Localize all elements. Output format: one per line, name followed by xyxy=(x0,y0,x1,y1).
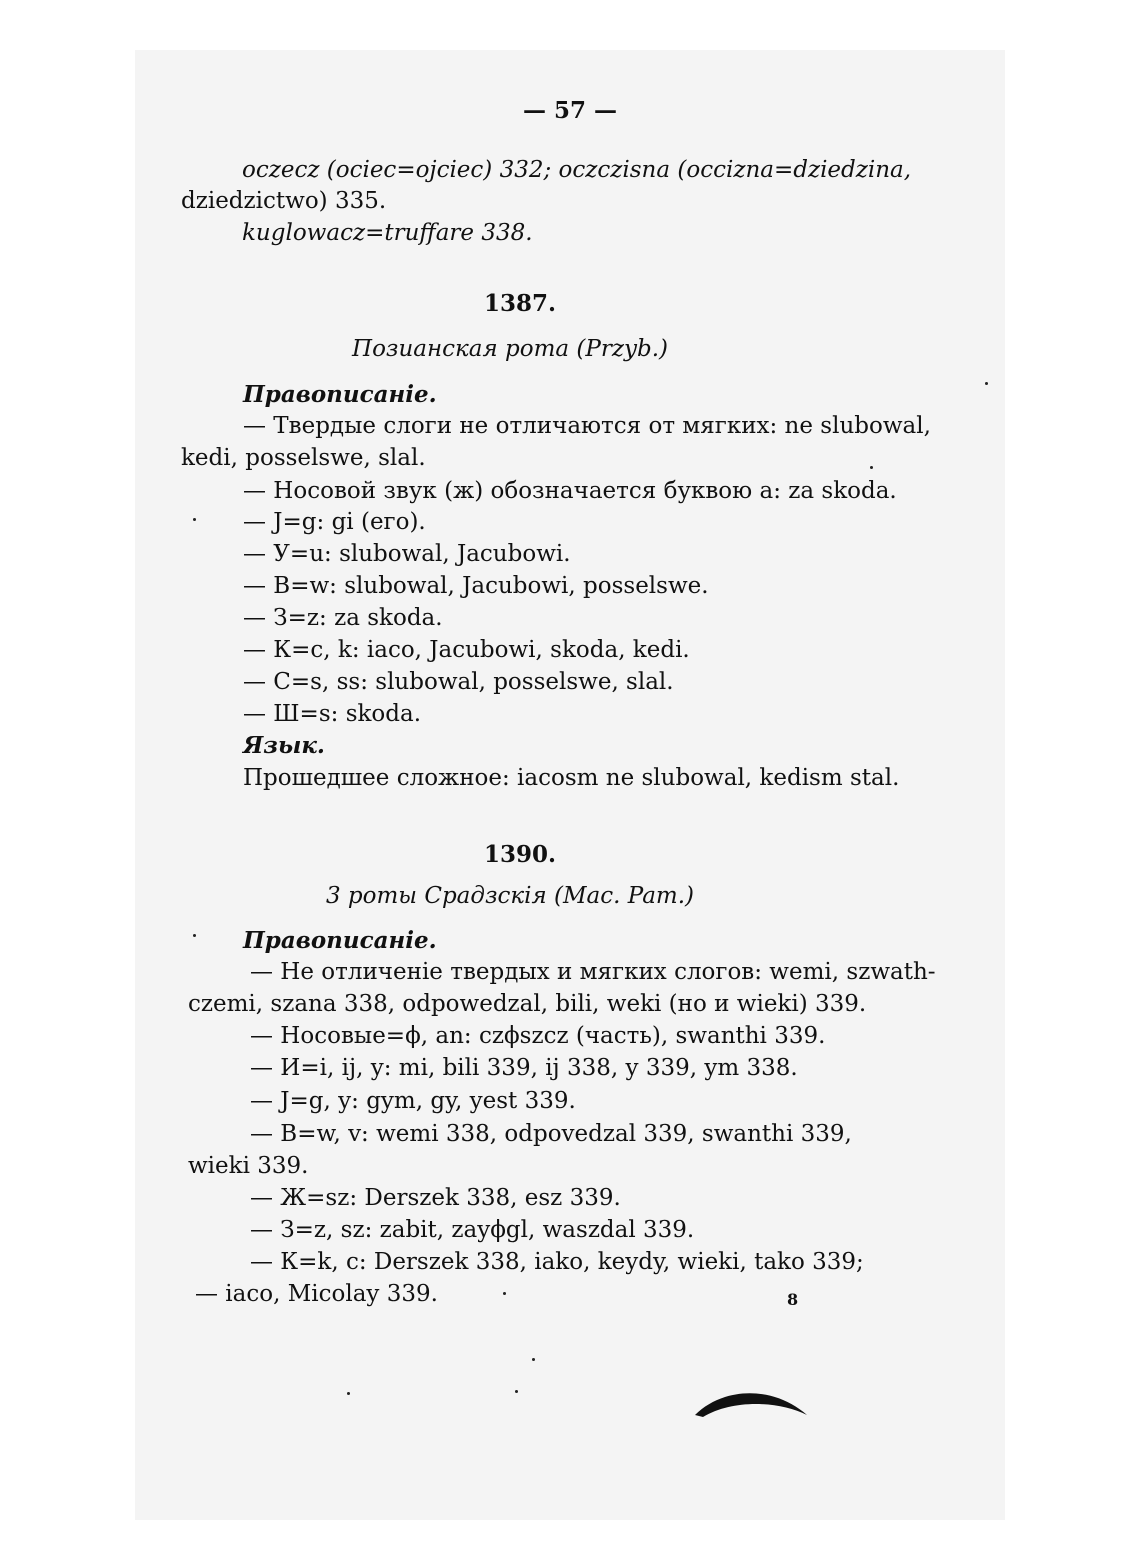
ink-smudge-shape xyxy=(695,1393,807,1417)
text-line: — С=s, ss: slubowal, posselswe, slal. xyxy=(243,669,674,695)
text-line: — Не отличеніе твердых и мягких слогов: wemi, szwath- xyxy=(250,959,936,985)
text-line: oczecz (ociec=ojciec) 332; oczczisna (occizna=dziedzina, xyxy=(242,157,912,183)
text-line: — iaco, Micolay 339. xyxy=(195,1281,438,1307)
text-line: — К=k, c: Derszek 338, iako, keydy, wieki, tako 339; xyxy=(250,1249,864,1275)
text-line: — З=z: za skoda. xyxy=(243,605,443,631)
section-title: 3 роты Срадзскія (Mac. Pam.) xyxy=(325,883,695,909)
signature-mark: 8 xyxy=(787,1290,799,1309)
text-line: — Носовые=ϕ, an: czϕszcz (часть), swanthi 339. xyxy=(250,1023,826,1049)
text-line: dziedzictwo) 335. xyxy=(181,188,387,214)
text-line: — Твердые слоги не отличаются от мягких: ne slubowal, xyxy=(243,413,931,439)
subheading-orthography: Правописаніе. xyxy=(243,927,437,954)
text-line: — Ж=sz: Derszek 338, esz 339. xyxy=(250,1185,621,1211)
scan-speck xyxy=(347,1392,350,1395)
subheading-orthography: Правописаніе. xyxy=(243,381,437,408)
ink-smudge xyxy=(693,1383,813,1423)
section-year: 1390. xyxy=(483,841,557,868)
text-line: — В=w: slubowal, Jacubowi, posselswe. xyxy=(243,573,709,599)
text-line: — Носовой звук (ж) обозначается буквою a: za skoda. xyxy=(243,478,897,504)
text-line: kuglowacz=truffare 338. xyxy=(242,220,533,246)
scan-speck xyxy=(870,466,873,469)
text-line: Прошедшее сложное: iacosm ne slubowal, kedism stal. xyxy=(243,765,900,791)
scan-speck xyxy=(985,382,988,385)
scan-speck xyxy=(532,1358,535,1361)
text-line: czemi, szana 338, odpowedzal, bili, weki (но и wieki) 339. xyxy=(188,991,867,1017)
text-line: — В=w, v: wemi 338, odpovedzal 339, swanthi 339, xyxy=(250,1121,852,1147)
text-line: — У=u: slubowal, Jacubowi. xyxy=(243,541,571,567)
scan-speck xyxy=(193,934,196,937)
text-line: wieki 339. xyxy=(188,1153,309,1179)
text-line: — И=i, ij, y: mi, bili 339, ij 338, y 339, ym 338. xyxy=(250,1055,798,1081)
scan-speck xyxy=(193,518,196,521)
section-title: Позианская рота (Przyb.) xyxy=(352,336,668,362)
subheading-language: Язык. xyxy=(243,732,325,759)
text-line: — Ш=s: skoda. xyxy=(243,701,422,727)
scan-speck xyxy=(503,1292,506,1295)
text-line: — К=c, k: iaco, Jacubowi, skoda, kedi. xyxy=(243,637,690,663)
text-line: — З=z, sz: zabit, zayϕgl, waszdal 339. xyxy=(250,1217,695,1243)
page-number: — 57 — xyxy=(522,97,618,124)
text-line: kedi, posselswe, slal. xyxy=(181,445,426,471)
text-line: — J=g, y: gym, gy, yest 339. xyxy=(250,1088,576,1114)
text-line: — J=g: gi (его). xyxy=(243,509,426,535)
section-year: 1387. xyxy=(483,290,557,317)
scan-speck xyxy=(515,1390,518,1393)
